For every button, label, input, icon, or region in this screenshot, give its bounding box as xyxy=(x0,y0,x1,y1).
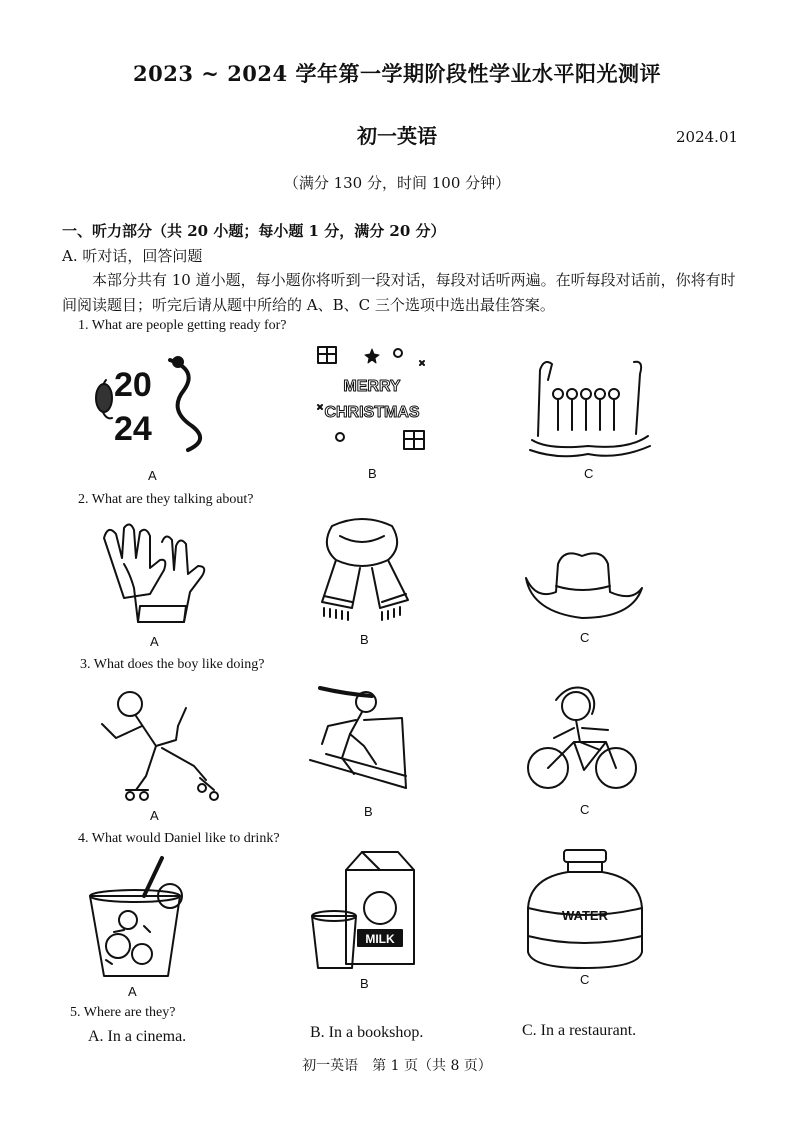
q5-option-b: B. In a bookshop. xyxy=(310,1024,424,1041)
subject-title: 初一英语 xyxy=(357,124,437,148)
water-text: WATER xyxy=(562,908,608,923)
score-note: （满分 130 分，时间 100 分钟） xyxy=(283,174,511,192)
question-3: 3. What does the boy like doing? xyxy=(80,657,265,672)
question-1: 1. What are people getting ready for? xyxy=(78,318,287,333)
svg-text:20: 20 xyxy=(114,366,152,404)
q2-option-c-label: C xyxy=(580,630,590,645)
q5-option-a: A. In a cinema. xyxy=(88,1028,187,1045)
svg-text:24: 24 xyxy=(114,410,152,448)
q4-option-b-label: B xyxy=(360,976,369,991)
dragon-boat-icon xyxy=(528,350,653,460)
page-footer: 初一英语 第 1 页（共 8 页） xyxy=(302,1058,492,1074)
merry-text: MERRY xyxy=(343,378,401,395)
question-4: 4. What would Daniel like to drink? xyxy=(78,831,280,846)
q3-option-b-label: B xyxy=(364,804,373,819)
question-2: 2. What are they talking about? xyxy=(78,492,254,507)
q1-option-a-label: A xyxy=(148,468,157,483)
christmas-text: CHRISTMAS xyxy=(324,404,420,421)
exam-date: 2024.01 xyxy=(676,128,739,146)
q3-option-a-label: A xyxy=(150,808,159,823)
question-5: 5. Where are they? xyxy=(70,1005,176,1020)
q5-option-c: C. In a restaurant. xyxy=(522,1022,637,1039)
q2-option-b-label: B xyxy=(360,632,369,647)
instructions: 本部分共有 10 道小题，每小题你将听到一段对话，每段对话听两遍。在听每段对话前，你将有时间阅读题目；听完后请从题中所给的 A、B、C 三个选项中选出最佳答案。 xyxy=(62,271,736,314)
juice-glass-icon xyxy=(84,856,194,984)
q1-option-c-label: C xyxy=(584,466,594,481)
scarf-icon xyxy=(312,516,412,626)
roller-skating-icon xyxy=(96,686,221,801)
q1-option-b-label: B xyxy=(368,466,377,481)
q2-option-a-label: A xyxy=(150,634,159,649)
q4-option-a-label: A xyxy=(128,984,137,999)
part-a-heading: A. 听对话，回答问题 xyxy=(62,247,203,265)
hat-icon xyxy=(522,548,647,624)
gloves-icon xyxy=(94,518,214,628)
cycling-icon xyxy=(526,680,641,792)
merry-christmas-icon xyxy=(312,345,432,460)
water-bottle-icon xyxy=(522,848,647,973)
q3-option-c-label: C xyxy=(580,802,590,817)
milk-text: MILK xyxy=(365,932,395,946)
section-heading: 一、听力部分（共 20 小题；每小题 1 分，满分 20 分） xyxy=(62,222,446,240)
exam-title: 2023 ~ 2024 学年第一学期阶段性学业水平阳光测评 xyxy=(133,61,661,86)
milk-icon xyxy=(310,850,430,970)
q4-option-c-label: C xyxy=(580,972,590,987)
skiing-icon xyxy=(306,684,416,794)
new-year-2024-dragon-icon xyxy=(88,350,218,460)
